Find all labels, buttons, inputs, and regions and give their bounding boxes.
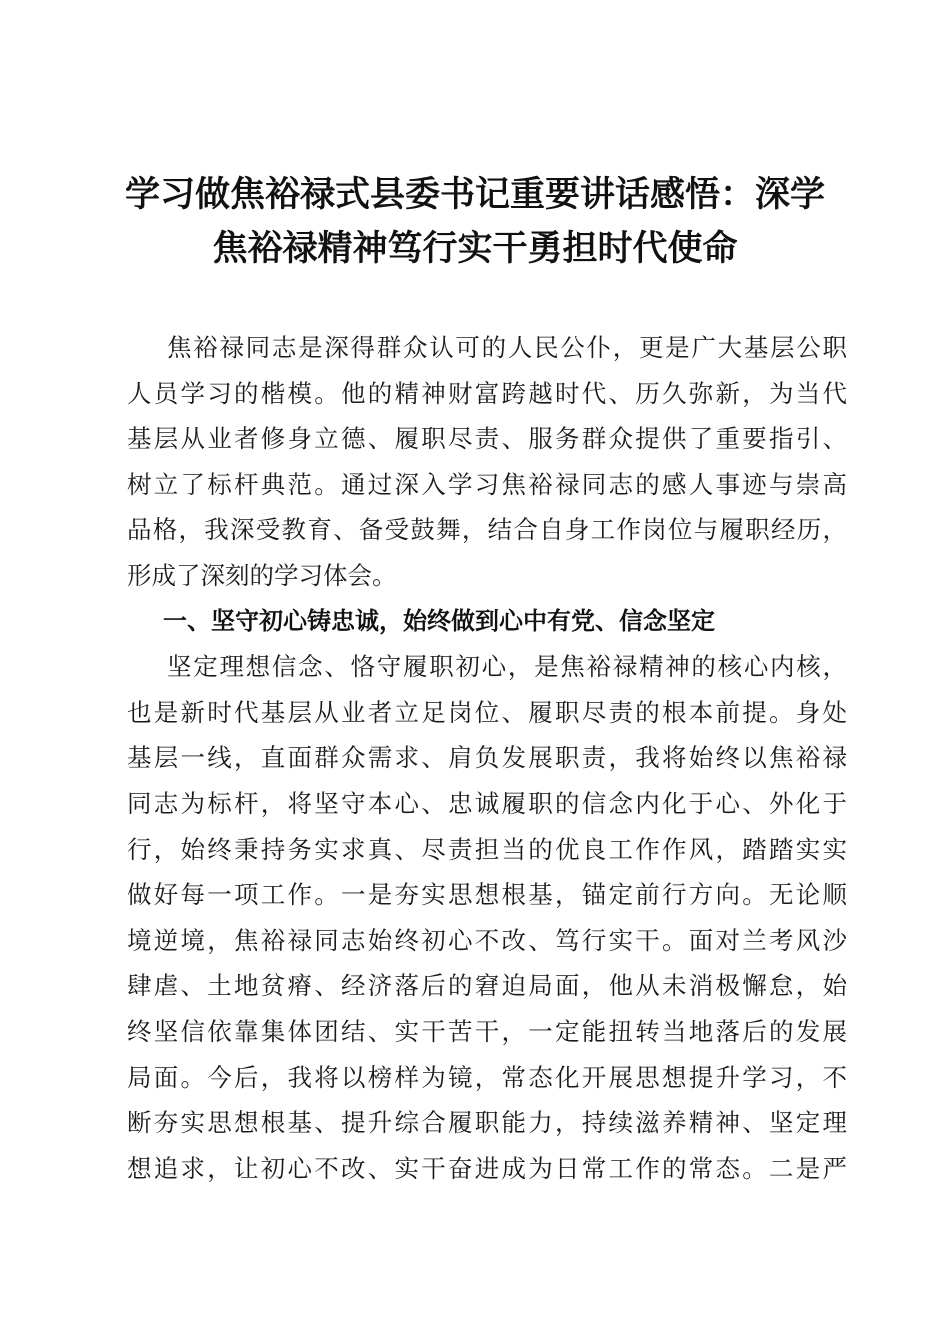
document-title [100,168,850,276]
document-body [127,325,847,1191]
section-1-paragraph [127,644,847,1191]
paragraph-line: 坚定理想信念、恪守履职初心，是焦裕禄精神的核心内核， [167,652,847,682]
paragraph-line: 断夯实思想根基、提升综合履职能力，持续滋养精神、坚定理 [127,1108,847,1138]
title-line-1: 学习做焦裕禄式县委书记重要讲话感悟：深学 [124,174,825,215]
section-heading: 一、坚守初心铸忠诚，始终做到心中有党、信念坚定 [163,606,715,635]
paragraph-line: 局面。今后，我将以榜样为镜，常态化开展思想提升学习，不 [127,1062,847,1092]
intro-paragraph [127,325,847,599]
paragraph-line: 终坚信依靠集体团结、实干苦干，一定能扭转当地落后的发展 [127,1016,847,1046]
paragraph-line: 焦裕禄同志是深得群众认可的人民公仆，更是广大基层公职 [167,333,847,362]
paragraph-line: 同志为标杆，将坚守本心、忠诚履职的信念内化于心、外化于 [127,788,847,818]
paragraph-line: 品格，我深受教育、备受鼓舞，结合自身工作岗位与履职经历， [127,515,847,545]
paragraph-line: 基层从业者修身立德、履职尽责、服务群众提供了重要指引、 [127,424,847,454]
paragraph-line: 树立了标杆典范。通过深入学习焦裕禄同志的感人事迹与崇高 [127,469,847,499]
paragraph-line: 形成了深刻的学习体会。 [127,560,397,590]
paragraph-line: 基层一线，直面群众需求、肩负发展职责，我将始终以焦裕禄 [127,743,847,773]
paragraph-line: 行，始终秉持务实求真、尽责担当的优良工作作风，踏踏实实 [127,834,847,864]
paragraph-line: 人员学习的楷模。他的精神财富跨越时代、历久弥新，为当代 [127,378,847,408]
paragraph-line: 境逆境，焦裕禄同志始终初心不改、笃行实干。面对兰考风沙 [127,925,847,955]
paragraph-line: 想追求，让初心不改、实干奋进成为日常工作的常态。二是严 [127,1153,847,1183]
paragraph-line: 做好每一项工作。一是夯实思想根基，锚定前行方向。无论顺 [127,880,847,910]
paragraph-line: 肆虐、土地贫瘠、经济落后的窘迫局面，他从未消极懈怠，始 [127,971,847,1001]
title-line-2: 焦裕禄精神笃行实干勇担时代使命 [212,228,738,269]
paragraph-line: 也是新时代基层从业者立足岗位、履职尽责的根本前提。身处 [127,697,847,727]
